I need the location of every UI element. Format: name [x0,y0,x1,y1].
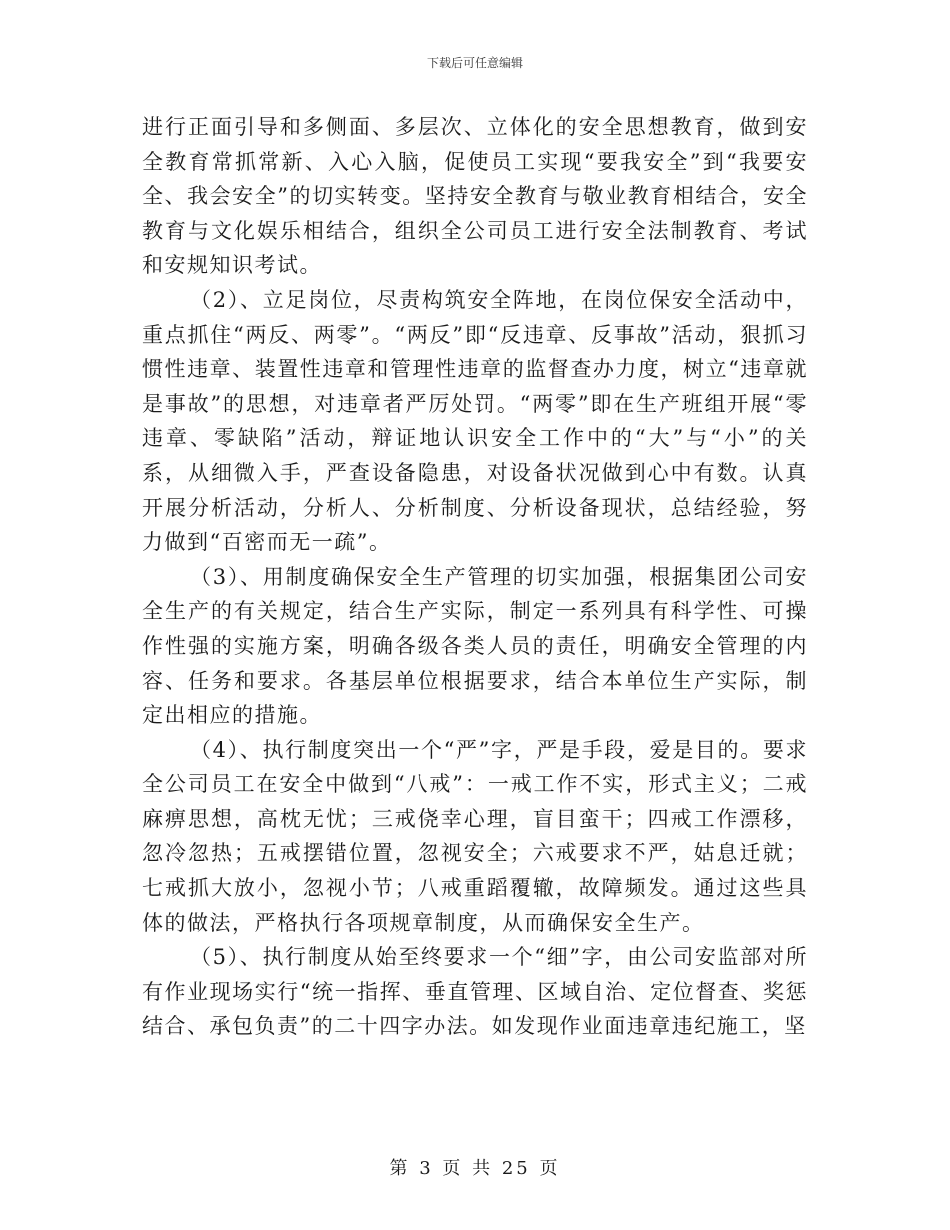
paragraph-5: （5）、执行制度从始至终要求一个“细”字，由公司安监部对所有作业现场实行“统一指挥、垂直管理、区域自治、定位督查、奖惩结合、承包负责”的二十四字办法。如发现作业面违章违纪施工，坚 [142,945,808,1039]
paragraph-3: （3）、用制度确保安全生产管理的切实加强，根据集团公司安全生产的有关规定，结合生产实际，制定一系列具有科学性、可操作性强的实施方案，明确各级各类人员的责任，明确安全管理的内容、任务和要求。各基层单位根据要求，结合本单位生产实际，制定出相应的措施。 [142,564,808,728]
page-header: 下载后可任意编辑 [426,56,523,70]
paragraph-4: （4）、执行制度突出一个“严”字，严是手段，爱是目的。要求全公司员工在安全中做到“八戒”：一戒工作不实，形式主义；二戒麻痹思想，高枕无忧；三戒侥幸心理，盲目蛮干；四戒工作漂移，忽冷忽热；五戒摆错位置，忽视安全；六戒要求不严，姑息迁就；七戒抓大放小，忽视小节；八戒重蹈覆辙，故障频发。通过这些具体的做法，严格执行各项规章制度，从而确保安全生产。 [142,737,808,935]
paragraph-2: （2）、立足岗位，尽责构筑安全阵地，在岗位保安全活动中，重点抓住“两反、两零”。“两反”即“反违章、反事故”活动，狠抓习惯性违章、装置性违章和管理性违章的监督查办力度，树立“违章就是事故”的思想，对违章者严厉处罚。“两零”即在生产班组开展“零违章、零缺陷”活动，辩证地认识安全工作中的“大”与“小”的关系，从细微入手，严查设备隐患，对设备状况做到心中有数。认真开展分析活动，分析人、分析制度、分析设备现状，总结经验，努力做到“百密而无一疏”。 [142,287,808,555]
page-footer: 第 3 页 共 25 页 [389,1158,561,1179]
document-body [142,110,808,1044]
paragraph-1: 进行正面引导和多侧面、多层次、立体化的安全思想教育，做到安全教育常抓常新、入心入脑，促使员工实现“要我安全”到“我要安全、我会安全”的切实转变。坚持安全教育与敬业教育相结合，安全教育与文化娱乐相结合，组织全公司员工进行安全法制教育、考试和安规知识考试。 [142,115,808,278]
